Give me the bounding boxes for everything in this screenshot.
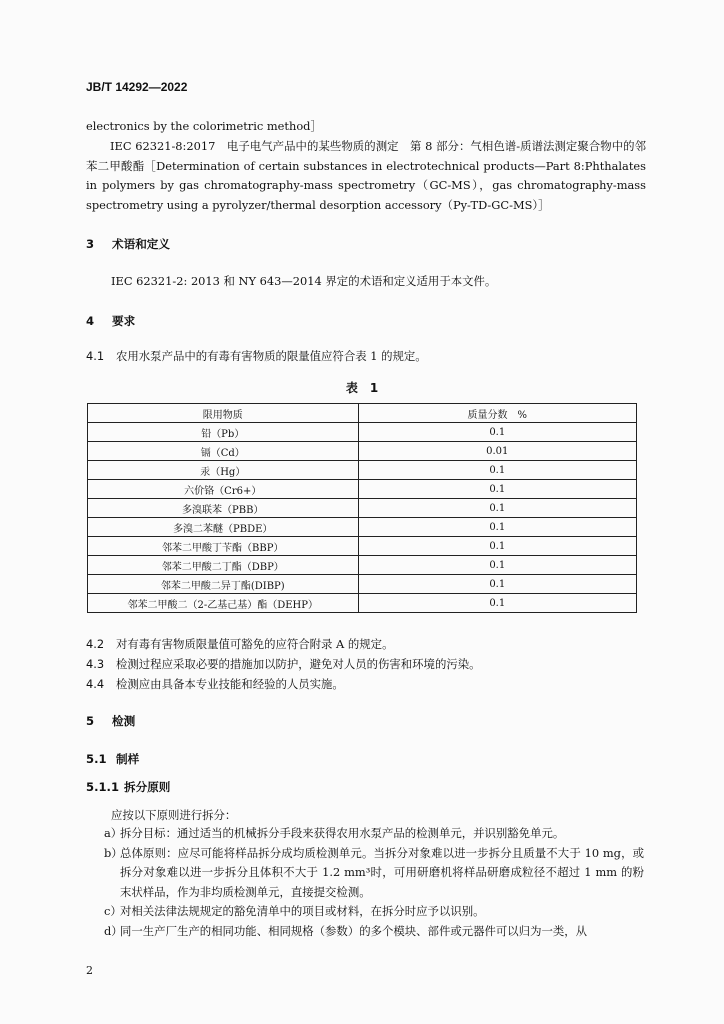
substance-cell: 邻苯二甲酸二（2-乙基己基）酯（DEHP） [88, 594, 359, 613]
item-label: c） [104, 904, 122, 919]
table-row [88, 575, 637, 594]
value-cell: 0.1 [358, 575, 636, 594]
table-row [88, 537, 637, 556]
clause-text: 检测应由具备本专业技能和经验的人员实施。 [116, 677, 344, 691]
table-row [88, 499, 637, 518]
item-label: d） [104, 923, 123, 938]
section-title: 要求 [112, 314, 136, 328]
table-caption: 表 1 [345, 381, 379, 395]
clause-text: 检测过程应采取必要的措施加以防护，避免对人员的伤害和环境的污染。 [116, 657, 481, 671]
clause-text: 对有毒有害物质限量值可豁免的应符合附录 A 的规定。 [116, 637, 394, 651]
value-cell: 0.1 [358, 480, 636, 499]
value-cell: 0.1 [358, 556, 636, 575]
restricted-substances-table [87, 403, 637, 613]
table-row [88, 423, 637, 442]
table-row [88, 461, 637, 480]
list-item [104, 844, 644, 903]
standard-number: JB/T 14292—2022 [86, 80, 188, 94]
substance-cell: 邻苯二甲酸二丁酯（DBP） [88, 556, 359, 575]
section-number: 5 [86, 714, 95, 728]
table-row [88, 556, 637, 575]
item-text: 同一生产厂生产的相同功能、相同规格（参数）的多个模块、部件或元器件可以归为一类，从 [120, 923, 588, 938]
section-number: 5.1 [86, 752, 107, 766]
split-principles-intro: 应按以下原则进行拆分： [111, 808, 237, 822]
item-text: 对相关法律法规规定的豁免清单中的项目或材料，在拆分时应予以识别。 [120, 904, 485, 919]
value-cell: 0.01 [358, 442, 636, 461]
value-cell: 0.1 [358, 461, 636, 480]
item-label: b） [104, 845, 123, 860]
substance-cell: 邻苯二甲酸二异丁酯(DIBP) [88, 575, 359, 594]
table-row [88, 480, 637, 499]
item-label: a） [104, 826, 123, 840]
clause-number: 4.1 [86, 349, 105, 363]
clause-4-1 [86, 348, 427, 364]
section-title: 检测 [112, 714, 136, 728]
value-cell: 0.1 [358, 518, 636, 537]
column-header-mass-fraction: 质量分数 % [358, 404, 636, 423]
split-principles-list [104, 824, 644, 942]
substance-cell: 铅（Pb） [88, 423, 359, 442]
clause-4-4 [86, 676, 344, 692]
clause-number: 4.2 [86, 637, 105, 651]
table-row [88, 442, 637, 461]
item-text: 总体原则：应尽可能将样品拆分成均质检测单元。当拆分对象难以进一步拆分且质量不大于 10 mg，或拆分对象难以进一步拆分且体积不大于 1.2 mm³时，可用研磨机将样品研磨成粒径不超过 1 mm 的粉末状样品，作为非均质检测单元，直接提交检测。 [120, 845, 644, 899]
value-cell: 0.1 [358, 594, 636, 613]
list-item [104, 824, 644, 844]
section-number: 5.1.1 [86, 780, 120, 794]
value-cell: 0.1 [358, 537, 636, 556]
reference-continuation: electronics by the colorimetric method］ [86, 119, 322, 133]
table-header-row [88, 404, 637, 423]
section-number: 3 [86, 237, 95, 251]
value-cell: 0.1 [358, 423, 636, 442]
substance-cell: 汞（Hg） [88, 461, 359, 480]
section-4-heading [86, 313, 135, 329]
clause-number: 4.3 [86, 657, 105, 671]
clause-number: 4.4 [86, 677, 105, 691]
substance-cell: 镉（Cd） [88, 442, 359, 461]
section-3-text: IEC 62321-2: 2013 和 NY 643—2014 界定的术语和定义适用于本文件。 [111, 274, 497, 288]
reference-iec-62321-8: IEC 62321-8:2017 电子电气产品中的某些物质的测定 第 8 部分：气相色谱-质谱法测定聚合物中的邻苯二甲酸酯［Determination of certain substances in electrotechnical products—Part 8:Phthalates in polymers by gas chromatography-mass spectrometry（GC-MS），gas chromatography-mass spectrometry using a pyrolyzer/thermal desorption accessory（Py-TD-GC-MS）］ [86, 139, 646, 212]
section-title: 制样 [116, 752, 140, 766]
substance-cell: 邻苯二甲酸丁苄酯（BBP） [88, 537, 359, 556]
section-5-heading [86, 713, 135, 729]
section-title: 术语和定义 [112, 237, 170, 251]
section-number: 4 [86, 314, 95, 328]
page-number: 2 [86, 964, 93, 977]
clause-4-2 [86, 636, 393, 652]
table-row [88, 518, 637, 537]
section-5-1-1-heading [86, 779, 170, 795]
column-header-substance: 限用物质 [88, 404, 359, 423]
clause-4-3 [86, 656, 481, 672]
list-item [104, 922, 644, 942]
list-item [104, 902, 644, 922]
substance-cell: 多溴联苯（PBB） [88, 499, 359, 518]
substance-cell: 多溴二苯醚（PBDE） [88, 518, 359, 537]
section-5-1-heading [86, 751, 139, 767]
clause-text: 农用水泵产品中的有毒有害物质的限量值应符合表 1 的规定。 [116, 349, 427, 363]
section-3-heading [86, 236, 170, 252]
item-text: 拆分目标：通过适当的机械拆分手段来获得农用水泵产品的检测单元，并识别豁免单元。 [120, 826, 565, 840]
value-cell: 0.1 [358, 499, 636, 518]
table-row [88, 594, 637, 613]
substance-cell: 六价铬（Cr6+） [88, 480, 359, 499]
section-title: 拆分原则 [124, 780, 171, 794]
